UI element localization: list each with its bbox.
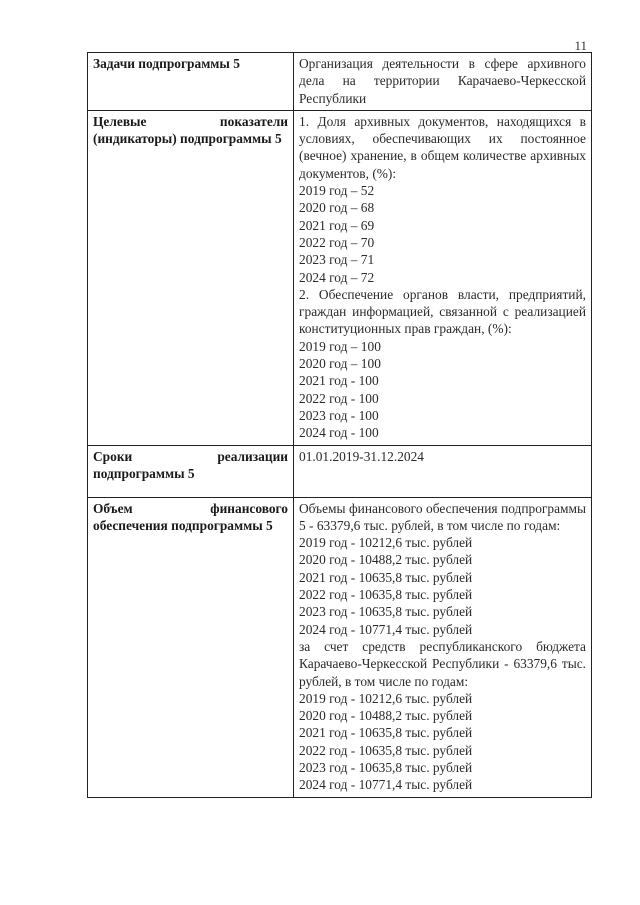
indicator-2-year-2022: 2022 год - 100 [299,390,379,406]
indicator-2-year-2023: 2023 год - 100 [299,407,379,423]
indicator-2-text: 2. Обеспечение органов власти, предприятий, граждан информацией, связанной с реализацией конституционных прав граждан, (%): [299,286,586,337]
funding-budget-2024: 2024 год - 10771,4 тыс. рублей [299,777,473,793]
tasks-value [294,53,592,111]
funding-total-text: Объемы финансового обеспечения подпрограммы 5 - 63379,6 тыс. рублей, в том числе по годам: [299,500,586,533]
tasks-label: Задачи подпрограммы 5 [88,53,294,111]
indicator-1-year-2020: 2020 год – 68 [299,200,375,216]
funding-total-2019: 2019 год - 10212,6 тыс. рублей [299,535,473,551]
funding-total-2020: 2020 год - 10488,2 тыс. рублей [299,552,473,568]
funding-total-2021: 2021 год - 10635,8 тыс. рублей [299,569,473,585]
terms-dates: 01.01.2019-31.12.2024 [299,448,424,464]
funding-budget-2022: 2022 год - 10635,8 тыс. рублей [299,742,473,758]
indicator-2-year-2021: 2021 год - 100 [299,373,379,389]
funding-budget-text: за счет средств республиканского бюджета Карачаево-Черкесской Республики - 63379,6 тыс. рублей, в том числе по годам: [299,638,586,689]
funding-label: Объем финансового обеспечения подпрограммы 5 [88,497,294,797]
indicator-2-year-2024: 2024 год - 100 [299,425,379,441]
indicators-label: Целевые показатели (индикаторы) подпрограммы 5 [88,110,294,445]
subprogram-passport-table [87,52,592,798]
indicators-row [88,110,592,445]
tasks-row [88,53,592,111]
indicator-1-year-2022: 2022 год – 70 [299,234,375,250]
page-number: 11 [574,38,587,53]
funding-budget-2020: 2020 год - 10488,2 тыс. рублей [299,708,473,724]
terms-row [88,445,592,497]
funding-budget-2021: 2021 год - 10635,8 тыс. рублей [299,725,473,741]
indicator-1-year-2019: 2019 год – 52 [299,183,375,199]
funding-value [294,497,592,797]
funding-budget-2023: 2023 год - 10635,8 тыс. рублей [299,759,473,775]
terms-value [294,445,592,497]
indicator-1-year-2023: 2023 год – 71 [299,252,375,268]
indicators-value [294,110,592,445]
indicator-1-text: 1. Доля архивных документов, находящихся в условиях, обеспечивающих их постоянное (вечное) хранение, в общем количестве архивных документов, (%): [299,113,586,181]
tasks-text: Организация деятельности в сфере архивного дела на территории Карачаево-Черкесской Республики [299,56,586,106]
indicator-2-year-2020: 2020 год – 100 [299,356,381,372]
indicator-1-year-2021: 2021 год – 69 [299,217,375,233]
indicator-2-year-2019: 2019 год – 100 [299,338,381,354]
indicator-1-year-2024: 2024 год – 72 [299,269,375,285]
funding-row [88,497,592,797]
funding-total-2023: 2023 год - 10635,8 тыс. рублей [299,604,473,620]
funding-total-2024: 2024 год - 10771,4 тыс. рублей [299,621,473,637]
funding-budget-2019: 2019 год - 10212,6 тыс. рублей [299,690,473,706]
funding-total-2022: 2022 год - 10635,8 тыс. рублей [299,587,473,603]
terms-label: Сроки реализации подпрограммы 5 [88,445,294,497]
